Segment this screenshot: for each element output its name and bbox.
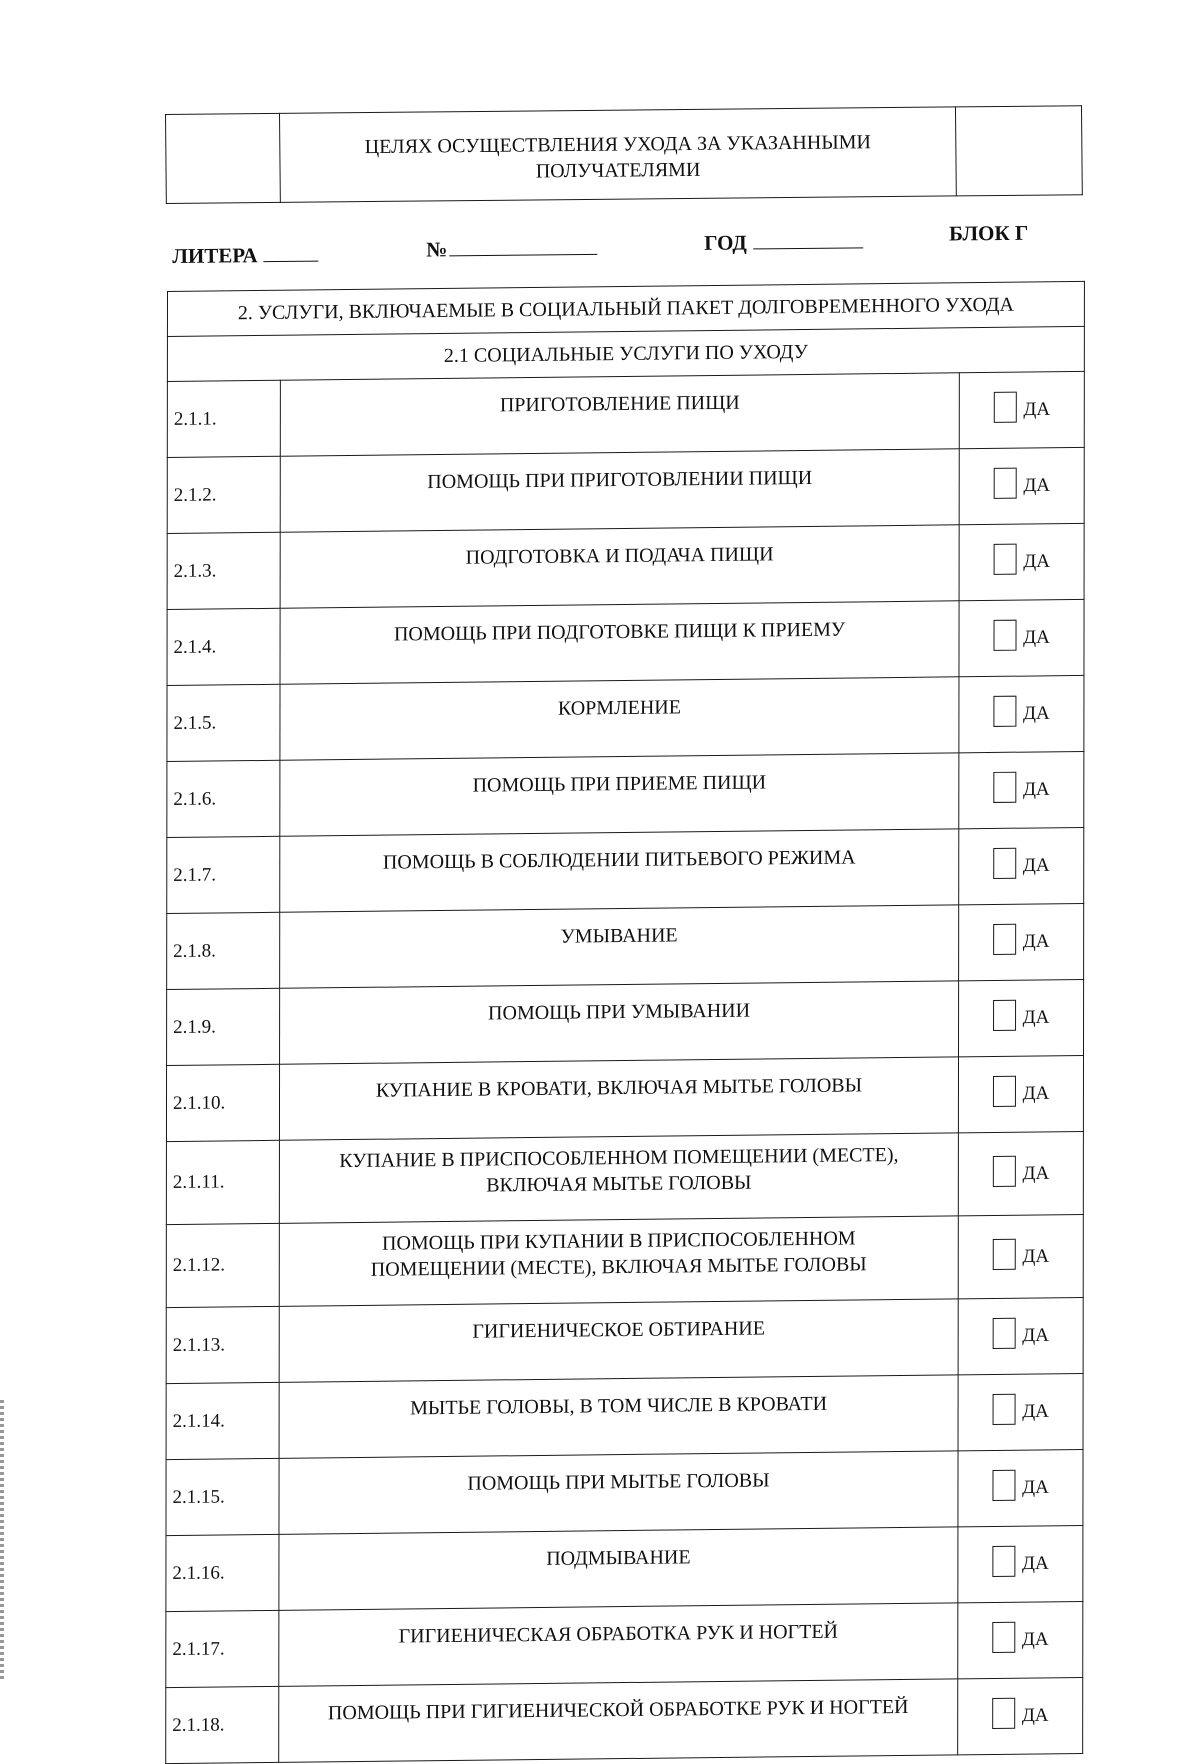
yes-label: ДА [1022, 1082, 1050, 1105]
service-name: УМЫВАНИЕ [560, 924, 678, 948]
service-number: 2.1.7. [167, 836, 280, 913]
yes-cell [958, 1297, 1083, 1374]
service-name: ГИГИЕНИЧЕСКАЯ ОБРАБОТКА РУК И НОГТЕЙ [398, 1620, 839, 1648]
yes-checkbox[interactable] [993, 924, 1016, 955]
table-row [166, 1055, 1083, 1141]
table-row [166, 1131, 1083, 1224]
service-name: ПОМОЩЬ В СОБЛЮДЕНИИ ПИТЬЕВОГО РЕЖИМА [382, 846, 856, 874]
service-name-cell [280, 753, 959, 836]
header-box-text-cell [279, 107, 956, 202]
table-row [167, 903, 1084, 989]
table-row [166, 1297, 1083, 1383]
table-row [167, 751, 1084, 837]
header-box-line2: ПОЛУЧАТЕЛЯМИ [535, 158, 701, 183]
table-row [167, 827, 1084, 913]
yes-label: ДА [1022, 1245, 1050, 1267]
table-row [167, 371, 1084, 457]
yes-checkbox[interactable] [993, 620, 1016, 651]
scan-edge-artifact [0, 1400, 4, 1680]
service-name-cell [280, 981, 959, 1064]
yes-cell [959, 371, 1084, 448]
service-name-cell [280, 601, 959, 684]
service-number: 2.1.3. [167, 532, 280, 609]
litera-field [172, 243, 319, 269]
service-name: ПОМОЩЬ ПРИ КУПАНИИ В ПРИСПОСОБЛЕННОМ [381, 1227, 856, 1255]
service-name: ПОМОЩЬ ПРИ ГИГИЕНИЧЕСКОЙ ОБРАБОТКЕ РУК И НОГТЕЙ [327, 1695, 909, 1725]
service-name-cell [280, 525, 959, 608]
service-name-cell [280, 449, 959, 532]
service-name: ПОМОЩЬ ПРИ ПОДГОТОВКЕ ПИЩИ К ПРИЕМУ [393, 618, 846, 646]
form-fields [172, 218, 1052, 276]
table-row [166, 1678, 1083, 1764]
service-name-cell [279, 1679, 958, 1762]
header-box-right-cell [955, 106, 1082, 196]
service-name: ПОМОЩЬ ПРИ УМЫВАНИИ [488, 999, 751, 1025]
yes-cell [959, 827, 1084, 904]
yes-label: ДА [1022, 854, 1050, 877]
yes-cell [958, 1526, 1083, 1603]
yes-cell [959, 447, 1084, 524]
service-number: 2.1.4. [167, 608, 280, 685]
yes-label: ДА [1023, 702, 1050, 725]
yes-label: ДА [1022, 1324, 1049, 1347]
yes-cell [959, 523, 1084, 600]
service-name: ГИГИЕНИЧЕСКОЕ ОБТИРАНИЕ [472, 1317, 765, 1343]
service-number: 2.1.6. [167, 760, 280, 837]
number-input-line[interactable] [449, 236, 597, 256]
yes-label: ДА [1022, 1162, 1050, 1184]
yes-checkbox[interactable] [992, 1155, 1015, 1186]
service-number: 2.1.9. [167, 988, 280, 1065]
yes-checkbox[interactable] [993, 1076, 1016, 1107]
litera-input-line[interactable] [263, 243, 318, 263]
service-name-cell [279, 1299, 958, 1382]
yes-label: ДА [1022, 930, 1050, 953]
yes-cell [958, 1373, 1083, 1450]
yes-checkbox[interactable] [992, 1698, 1015, 1729]
year-label: ГОД [704, 230, 747, 255]
service-number: 2.1.15. [166, 1458, 279, 1535]
yes-label: ДА [1022, 1476, 1049, 1499]
yes-label: ДА [1022, 1552, 1049, 1575]
service-name: ПОМОЩЬ ПРИ МЫТЬЕ ГОЛОВЫ [467, 1469, 770, 1495]
service-number: 2.1.5. [167, 684, 280, 761]
table-row [166, 1214, 1083, 1307]
year-input-line[interactable] [753, 229, 863, 249]
yes-checkbox[interactable] [992, 1394, 1015, 1425]
yes-cell [959, 675, 1084, 752]
yes-cell [959, 599, 1084, 676]
yes-checkbox[interactable] [993, 696, 1016, 727]
service-name-cell [279, 1133, 958, 1223]
service-name-cell [280, 829, 959, 912]
yes-cell [959, 903, 1084, 980]
yes-cell [958, 1678, 1083, 1755]
service-name: МЫТЬЕ ГОЛОВЫ, В ТОМ ЧИСЛЕ В КРОВАТИ [410, 1392, 828, 1420]
block-label: БЛОК Г [948, 220, 1029, 246]
yes-label: ДА [1023, 474, 1051, 497]
service-name-cell [279, 1375, 958, 1458]
table-row [167, 523, 1084, 609]
header-box [165, 105, 1083, 204]
table-row [166, 1526, 1083, 1612]
subsection-title: 2.1 СОЦИАЛЬНЫЕ УСЛУГИ ПО УХОДУ [167, 326, 1084, 381]
yes-cell [958, 1602, 1083, 1679]
table-row [167, 599, 1084, 685]
service-name-line2: ПОМЕЩЕНИИ (МЕСТЕ), ВКЛЮЧАЯ МЫТЬЕ ГОЛОВЫ [370, 1253, 867, 1281]
service-name: КОРМЛЕНИЕ [557, 696, 681, 720]
yes-cell [959, 751, 1084, 828]
yes-checkbox[interactable] [992, 1622, 1015, 1653]
yes-checkbox[interactable] [992, 1546, 1015, 1577]
yes-checkbox[interactable] [992, 1470, 1015, 1501]
litera-label: ЛИТЕРА [172, 243, 258, 268]
service-name-line2: ВКЛЮЧАЯ МЫТЬЕ ГОЛОВЫ [486, 1171, 752, 1197]
service-number: 2.1.18. [166, 1686, 279, 1763]
year-field [704, 229, 863, 256]
yes-checkbox[interactable] [993, 544, 1016, 575]
service-name-cell [280, 677, 959, 760]
table-row [166, 1373, 1083, 1459]
service-name: ПОДМЫВАНИЕ [546, 1546, 691, 1570]
service-name-cell [280, 905, 959, 988]
yes-label: ДА [1023, 550, 1050, 573]
service-number: 2.1.17. [166, 1610, 279, 1687]
yes-cell [958, 1131, 1083, 1215]
service-name-cell [279, 1451, 958, 1534]
yes-label: ДА [1022, 1006, 1050, 1029]
yes-label: ДА [1022, 1400, 1049, 1423]
service-number: 2.1.1. [167, 380, 280, 457]
table-row [167, 447, 1084, 533]
table-row [166, 1602, 1083, 1688]
yes-cell [958, 979, 1083, 1056]
yes-label: ДА [1023, 626, 1050, 649]
service-name-cell [279, 1527, 958, 1610]
section-title: 2. УСЛУГИ, ВКЛЮЧАЕМЫЕ В СОЦИАЛЬНЫЙ ПАКЕТ ДОЛГОВРЕМЕННОГО УХОДА [167, 281, 1084, 336]
yes-label: ДА [1021, 1628, 1049, 1651]
service-number: 2.1.16. [166, 1534, 279, 1611]
yes-label: ДА [1023, 398, 1051, 421]
service-name: КУПАНИЕ В ПРИСПОСОБЛЕННОМ ПОМЕЩЕНИИ (МЕСТЕ), [339, 1144, 899, 1173]
service-name-cell [279, 1057, 958, 1140]
yes-checkbox[interactable] [993, 392, 1016, 423]
service-number: 2.1.2. [167, 456, 280, 533]
service-name: ПОДГОТОВКА И ПОДАЧА ПИЩИ [465, 543, 774, 569]
yes-cell [958, 1055, 1083, 1132]
service-name-cell [279, 1603, 958, 1686]
yes-cell [958, 1449, 1083, 1526]
service-number: 2.1.13. [166, 1306, 279, 1383]
service-name: ПРИГОТОВЛЕНИЕ ПИЩИ [499, 391, 740, 417]
service-number: 2.1.8. [167, 912, 280, 989]
yes-label: ДА [1022, 778, 1050, 801]
service-number: 2.1.12. [166, 1223, 279, 1307]
service-number: 2.1.11. [166, 1140, 279, 1224]
yes-label: ДА [1021, 1704, 1049, 1727]
yes-checkbox[interactable] [993, 1000, 1016, 1031]
table-row [166, 1449, 1083, 1535]
yes-checkbox[interactable] [993, 772, 1016, 803]
service-name-cell [279, 1216, 958, 1306]
yes-checkbox[interactable] [993, 468, 1016, 499]
table-row [167, 675, 1084, 761]
yes-checkbox[interactable] [993, 848, 1016, 879]
yes-cell [958, 1214, 1083, 1298]
yes-checkbox[interactable] [992, 1238, 1015, 1269]
header-box-line1: ЦЕЛЯХ ОСУЩЕСТВЛЕНИЯ УХОДА ЗА УКАЗАННЫМИ [364, 131, 872, 159]
yes-checkbox[interactable] [992, 1318, 1015, 1349]
service-name: ПОМОЩЬ ПРИ ПРИЕМЕ ПИЩИ [472, 771, 767, 797]
services-table [165, 281, 1085, 1764]
service-name: КУПАНИЕ В КРОВАТИ, ВКЛЮЧАЯ МЫТЬЕ ГОЛОВЫ [375, 1074, 863, 1102]
service-name: ПОМОЩЬ ПРИ ПРИГОТОВЛЕНИИ ПИЩИ [427, 466, 813, 494]
header-box-left-cell [166, 113, 281, 203]
service-number: 2.1.10. [166, 1064, 279, 1141]
table-row [167, 979, 1084, 1065]
service-number: 2.1.14. [166, 1382, 279, 1459]
number-label: № [426, 237, 448, 262]
service-name-cell [280, 373, 959, 456]
number-field [426, 236, 597, 263]
